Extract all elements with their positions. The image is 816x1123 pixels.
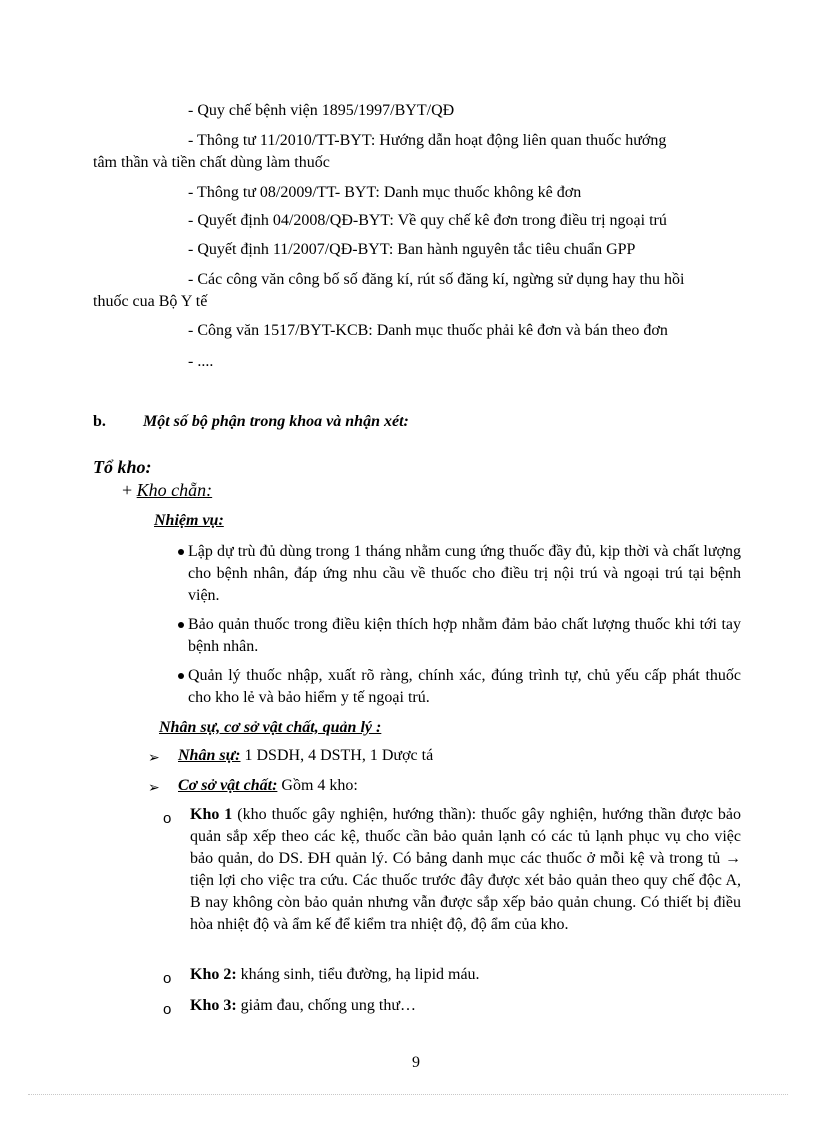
- kho-3-label: Kho 3:: [190, 997, 237, 1014]
- bullet-icon: [178, 622, 184, 628]
- nhan-su-value: 1 DSDH, 4 DSTH, 1 Dược tá: [240, 747, 434, 764]
- page-footer-divider: [28, 1094, 788, 1095]
- kho-1-text: (kho thuốc gây nghiện, hướng thần): thuốc gây nghiện, hướng thần được bảo quản sắp xếp theo các kệ, thuốc cần bảo quản lạnh có các tủ lạnh phục vụ cho việc bảo quản, do DS. ĐH quản lý. Có bảng danh mục các thuốc ở mỗi kệ và trong tủ → tiện lợi cho việc tra cứu. Các thuốc trước đây được xét bảo quản theo quy chế độc A, B nay không còn bảo quản nhưng vẫn được sắp xếp bảo quản chung. Có thiết bị điều hòa nhiệt độ và ẩm kế để kiểm tra nhiệt độ, độ ẩm của kho.: [190, 806, 742, 933]
- legal-ref-3: - Thông tư 08/2009/TT- BYT: Danh mục thuốc không kê đơn: [188, 184, 582, 201]
- nhiem-vu-item-2-text: Bảo quản thuốc trong điều kiện thích hợp nhằm đảm bảo chất lượng thuốc khi tới tay bệnh nhân.: [188, 616, 741, 655]
- kho-2-row: [190, 964, 480, 986]
- legal-ref-5: - Quyết định 11/2007/QĐ-BYT: Ban hành nguyên tắc tiêu chuẩn GPP: [188, 241, 636, 258]
- bullet-icon: [178, 673, 184, 679]
- kho-chan-label: Kho chẵn:: [136, 480, 213, 500]
- nhiem-vu-item-1: [188, 541, 741, 607]
- kho-chan-prefix: +: [122, 480, 137, 500]
- legal-ref-2: - Thông tư 11/2010/TT-BYT: Hướng dẫn hoạt động liên quan thuốc hướng: [188, 132, 667, 149]
- bullet-icon: [178, 549, 184, 555]
- kho-2-text: kháng sinh, tiểu đường, hạ lipid máu.: [236, 966, 480, 983]
- kho-2-label: Kho 2:: [190, 966, 237, 983]
- kho-chan-subheading: [122, 479, 212, 501]
- legal-ref-6: - Các công văn công bố số đăng kí, rút số đăng kí, ngừng sử dụng hay thu hồi: [188, 271, 685, 288]
- csvc-label: Cơ sở vật chất:: [178, 777, 278, 794]
- arrow-bullet-icon: ➢: [148, 750, 160, 766]
- csvc-row: [178, 775, 358, 797]
- nhiem-vu-heading: Nhiệm vụ:: [154, 512, 224, 529]
- legal-ref-4: - Quyết định 04/2008/QĐ-BYT: Về quy chế kê đơn trong điều trị ngoại trú: [188, 212, 667, 229]
- nhiem-vu-item-3-text: Quản lý thuốc nhập, xuất rõ ràng, chính xác, đúng trình tự, chủ yếu cấp phát thuốc cho kho lẻ và bảo hiểm y tế ngoại trú.: [188, 667, 741, 706]
- circle-bullet-icon: o: [163, 970, 172, 987]
- circle-bullet-icon: o: [163, 1001, 172, 1018]
- to-kho-heading: Tổ kho:: [93, 457, 152, 477]
- kho-3-text: giảm đau, chống ung thư…: [236, 997, 416, 1014]
- kho-1-paragraph: [190, 804, 741, 936]
- legal-ref-1: - Quy chế bệnh viện 1895/1997/BYT/QĐ: [188, 102, 455, 119]
- arrow-bullet-icon: ➢: [148, 780, 160, 796]
- kho-3-row: [190, 995, 416, 1017]
- section-b-title: Một số bộ phận trong khoa và nhận xét:: [143, 413, 409, 430]
- legal-ref-2-continuation: tâm thần và tiền chất dùng làm thuốc: [93, 154, 330, 171]
- nhiem-vu-item-2: [188, 614, 741, 658]
- page-number: 9: [412, 1054, 420, 1071]
- circle-bullet-icon: o: [163, 810, 172, 827]
- section-b-marker: b.: [93, 413, 106, 430]
- nhan-su-row: [178, 745, 433, 767]
- nhiem-vu-item-1-text: Lập dự trù đủ dùng trong 1 tháng nhằm cung ứng thuốc đầy đủ, kịp thời và chất lượng cho bệnh nhân, đáp ứng nhu cầu về thuốc cho điều trị nội trú và ngoại trú tại bệnh viện.: [188, 543, 741, 604]
- legal-ref-7: - Công văn 1517/BYT-KCB: Danh mục thuốc phải kê đơn và bán theo đơn: [188, 322, 668, 339]
- csvc-value: Gồm 4 kho:: [277, 777, 358, 794]
- kho-1-label: Kho 1: [190, 806, 233, 823]
- nhan-su-label: Nhân sự:: [178, 747, 241, 764]
- nhan-su-section-heading: Nhân sự, cơ sở vật chất, quản lý :: [159, 719, 382, 736]
- legal-ref-6-continuation: thuốc cua Bộ Y tế: [93, 293, 208, 310]
- legal-ref-ellipsis: - ....: [188, 353, 214, 370]
- nhiem-vu-item-3: [188, 665, 741, 709]
